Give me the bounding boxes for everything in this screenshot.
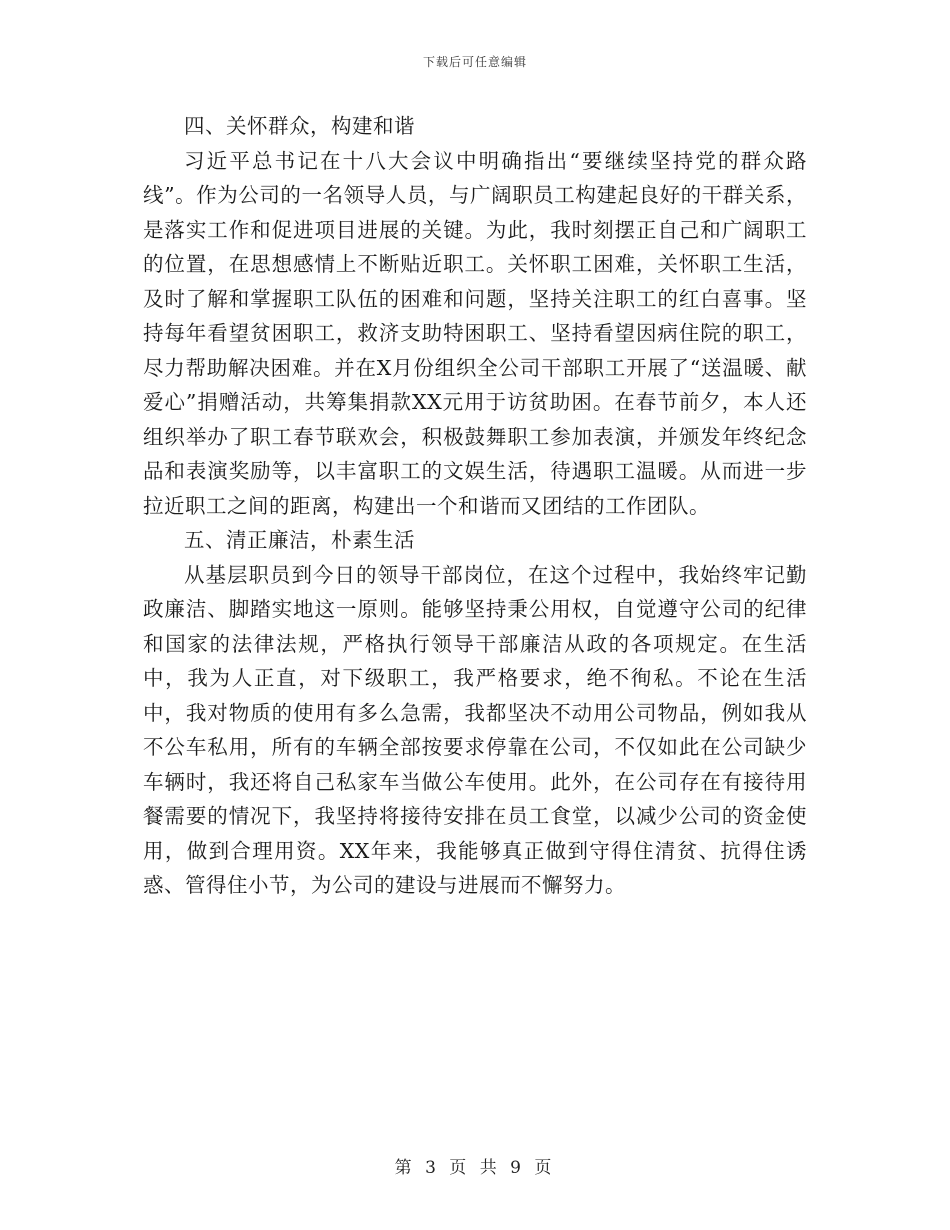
- section-paragraph: 习近平总书记在十八大会议中明确指出“要继续坚持党的群众路线”。作为公司的一名领导人员，与广阔职员工构建起良好的干群关系，是落实工作和促进项目进展的关键。为此，我时刻摆正自己和广阔职工的位置，在思想感情上不断贴近职工。关怀职工困难，关怀职工生活，及时了解和掌握职工队伍的困难和问题，坚持关注职工的红白喜事。坚持每年看望贫困职工，救济支助特困职工、坚持看望因病住院的职工，尽力帮助解决困难。并在X月份组织全公司干部职工开展了“送温暖、献爱心”捐赠活动，共筹集捐款XX元用于访贫助困。在春节前夕，本人还组织举办了职工春节联欢会，积极鼓舞职工参加表演，并颁发年终纪念品和表演奖励等，以丰富职工的文娱生活，待遇职工温暖。从而进一步拉近职工之间的距离，构建出一个和谐而又团结的工作团队。: [143, 148, 807, 518]
- page-header: 下载后可任意编辑: [422, 55, 527, 69]
- document-body: [143, 109, 807, 903]
- page-footer: 第 3 页 共 9 页: [394, 1158, 556, 1178]
- section-heading: 五、清正廉洁，朴素生活: [184, 528, 415, 552]
- section-heading: 四、关怀群众，构建和谐: [184, 114, 415, 138]
- section-paragraph: 从基层职员到今日的领导干部岗位，在这个过程中，我始终牢记勤政廉洁、脚踏实地这一原则。能够坚持秉公用权，自觉遵守公司的纪律和国家的法律法规，严格执行领导干部廉洁从政的各项规定。在生活中，我为人正直，对下级职工，我严格要求，绝不徇私。不论在生活中，我对物质的使用有多么急需，我都坚决不动用公司物品，例如我从不公车私用，所有的车辆全部按要求停靠在公司，不仅如此在公司缺少车辆时，我还将自己私家车当做公车使用。此外，在公司存在有接待用餐需要的情况下，我坚持将接待安排在员工食堂，以减少公司的资金使用，做到合理用资。XX年来，我能够真正做到守得住清贫、抗得住诱惑、管得住小节，为公司的建设与进展而不懈努力。: [143, 562, 807, 897]
